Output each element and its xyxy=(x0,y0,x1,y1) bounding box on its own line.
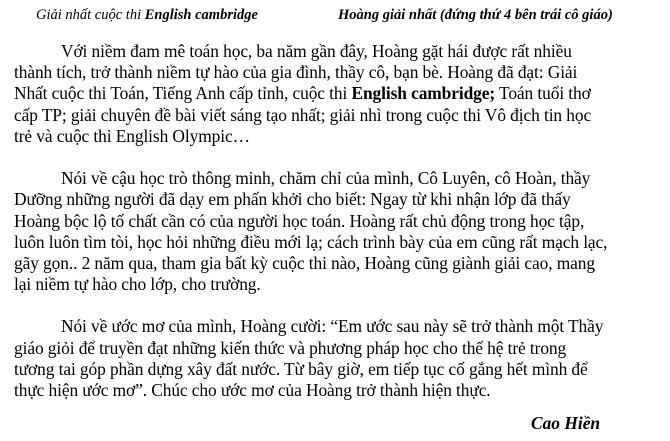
paragraph-2-line-3: Hoàng bộc lộ tố chất cần có của người học toán. Hoàng rất chủ động trong học tập, xyxy=(14,210,585,231)
paragraph-1-line-3 xyxy=(14,83,664,104)
caption-left xyxy=(36,7,258,24)
article-body xyxy=(14,41,664,401)
paragraph-2-line-1: Nói về cậu học trò thông minh, chăm chỉ của mình, Cô Luyên, cô Hoàn, thầy xyxy=(61,168,591,189)
paragraph-2 xyxy=(14,168,664,295)
paragraph-2-line-6: lại niềm tự hào cho lớp, cho trường. xyxy=(14,274,261,295)
paragraph-1-line-5: trẻ và cuộc thi English Olympic… xyxy=(14,125,250,146)
paragraph-1 xyxy=(14,41,664,147)
paragraph-3-line-3: tương tai góp phần dựng xây đất nước. Từ bây giờ, em tiếp tục cố gắng hết mình để xyxy=(14,358,588,379)
paragraph-2-line-5: gãy gọn.. 2 năm qua, tham gia bất kỳ cuộc thi nào, Hoàng cũng giành giải cao, mang xyxy=(14,252,595,273)
paragraph-3 xyxy=(14,316,664,401)
paragraph-gap xyxy=(14,295,664,316)
paragraph-3-line-4: thực hiện ước mơ”. Chúc cho ước mơ của Hoàng trở thành hiện thực. xyxy=(14,380,491,400)
image-captions xyxy=(0,7,670,27)
author-signature: Cao Hiền xyxy=(531,413,601,433)
paragraph-2-line-2: Dưỡng những người đã dạy em phấn khởi cho biết: Ngay từ khi nhận lớp đã thấy xyxy=(14,189,571,210)
paragraph-1-line-1: Với niềm đam mê toán học, ba năm gần đây, Hoàng gặt hái được rất nhiều xyxy=(61,41,572,61)
paragraph-1-line-3-a: Nhất cuộc thi Toán, Tiếng Anh cấp tỉnh, cuộc thi xyxy=(14,83,352,104)
paragraph-1-line-3-b: Toán tuổi thơ xyxy=(495,83,591,104)
paragraph-3-line-2: giáo giỏi để truyền đạt những kiến thức và phương pháp học cho thế hệ trẻ trong xyxy=(14,337,567,358)
caption-right: Hoàng giải nhất (đứng thứ 4 bên trái cô giáo) xyxy=(338,7,613,23)
paragraph-1-line-2: thành tích, trở thành niềm tự hào của gia đình, thầy cô, bạn bè. Hoàng đã đạt: Giải xyxy=(14,62,578,83)
caption-left-prefix: Giải nhất cuộc thi xyxy=(36,7,145,23)
paragraph-1-line-4: cấp TP; giải chuyên đề bài viết sáng tạo nhất; giải nhì trong cuộc thi Vô địch tin học xyxy=(14,104,592,125)
paragraph-gap xyxy=(14,147,664,168)
paragraph-1-line-3-bold: English cambridge; xyxy=(351,83,496,104)
paragraph-3-line-1: Nói về ước mơ của mình, Hoàng cười: “Em ước sau này sẽ trở thành một Thầy xyxy=(61,316,604,337)
caption-left-bold: English cambridge xyxy=(144,7,258,23)
paragraph-2-line-4: luôn luôn tìm tòi, học hỏi những điều mới lạ; cách trình bày của em cũng rất mạch lạc, xyxy=(14,231,608,252)
